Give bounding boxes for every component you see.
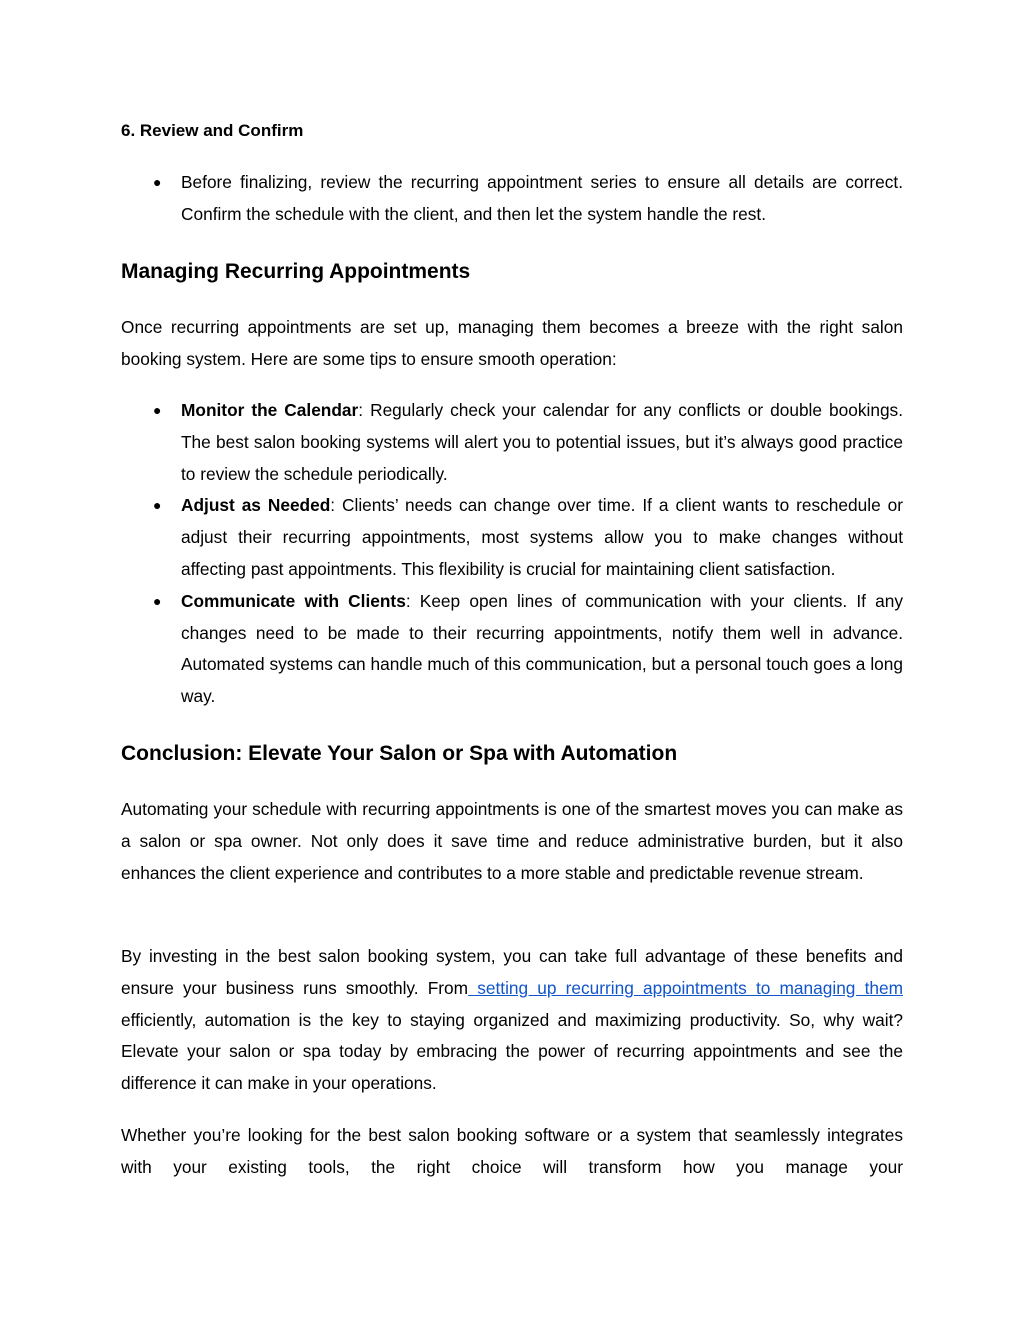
list-item	[121, 586, 903, 713]
paragraph-text: efficiently, automation is the key to staying organized and maximizing productivity. So, why wait? Elevate your salon or spa today by embracing the power of recurring appointments and see the difference it can make in your operations.	[121, 1009, 903, 1094]
tip-text: : Regularly check your calendar for any conflicts or double bookings. The best salon booking systems will alert you to potential issues, but it’s always good practice to review the schedule periodically.	[181, 400, 903, 484]
list-item	[121, 490, 903, 585]
list-item	[121, 167, 903, 231]
managing-tips-list	[121, 395, 903, 713]
bullet-icon: ●	[153, 497, 162, 514]
paragraph-text: By investing in the best salon booking system, you can take full advantage of these benefits and ensure your business runs smoothly. From	[121, 946, 903, 998]
tip-text: : Keep open lines of communication with your clients. If any changes need to be made to their recurring appointments, notify them well in advance. Automated systems can handle much of this communication, but a personal touch goes a long way.	[181, 590, 904, 707]
list-item	[121, 395, 903, 490]
tip-text: : Clients’ needs can change over time. If a client wants to reschedule or adjust their recurring appointments, most systems allow you to make changes without affecting past appointments. This flexibility is crucial for maintaining client satisfaction.	[181, 495, 903, 579]
tip-lead: Adjust as Needed	[181, 495, 331, 516]
bullet-text: Before finalizing, review the recurring appointment series to ensure all details are correct. Confirm the schedule with the client, and then let the system handle the rest.	[181, 172, 903, 224]
section-heading-conclusion: Conclusion: Elevate Your Salon or Spa with Automation	[121, 742, 678, 765]
section-heading-review-confirm: 6. Review and Confirm	[121, 121, 304, 140]
conclusion-paragraph-2	[121, 941, 903, 1100]
conclusion-paragraph-3: Whether you’re looking for the best salon booking software or a system that seamlessly integrates with your existing tools, the right choice will transform how you manage your	[121, 1125, 903, 1177]
tip-lead: Monitor the Calendar	[181, 400, 359, 420]
review-bullet-list	[121, 167, 903, 231]
managing-intro-paragraph: Once recurring appointments are set up, managing them becomes a breeze with the right salon booking system. Here are some tips to ensure smooth operation:	[121, 317, 903, 369]
bullet-icon: ●	[153, 592, 162, 609]
section-heading-managing: Managing Recurring Appointments	[121, 260, 471, 283]
conclusion-paragraph-1: Automating your schedule with recurring appointments is one of the smartest moves you can make as a salon or spa owner. Not only does it save time and reduce administrative burden, but it also enhances the client experience and contributes to a more stable and predictable revenue stream.	[121, 799, 903, 883]
recurring-appointments-link[interactable]: setting up recurring appointments to managing them	[468, 977, 903, 998]
bullet-icon: ●	[153, 402, 162, 418]
tip-lead: Communicate with Clients	[181, 590, 406, 611]
bullet-icon: ●	[153, 174, 162, 190]
